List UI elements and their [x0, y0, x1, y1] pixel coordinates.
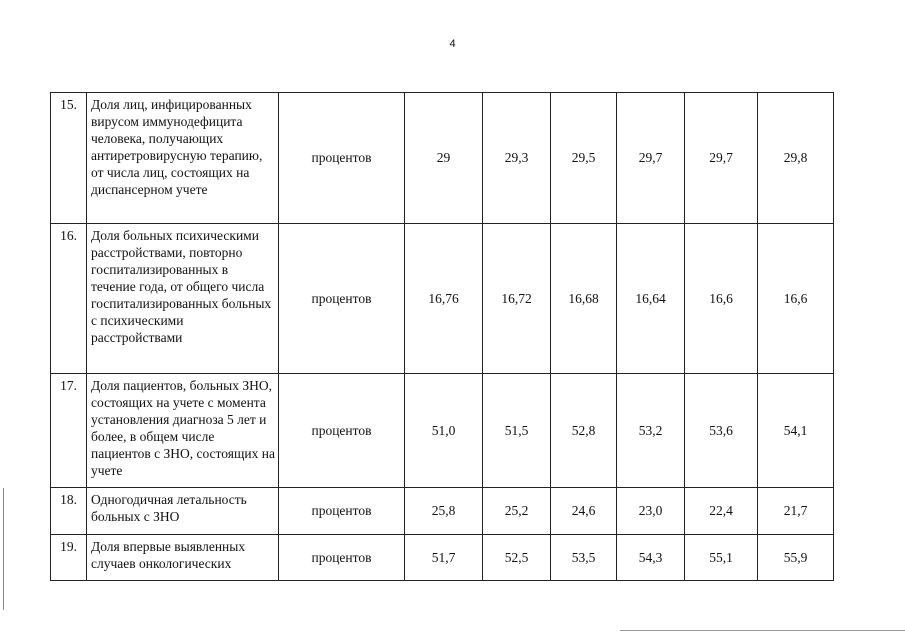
value-cell: 16,76: [405, 224, 483, 374]
value-cell: 54,3: [617, 535, 685, 581]
table-row: [51, 374, 834, 488]
indicator-name: Одногодичная летальность больных с ЗНО: [87, 488, 279, 535]
value-cell: 51,5: [483, 374, 551, 488]
unit-cell: процентов: [279, 374, 405, 488]
row-number: 17.: [51, 374, 87, 488]
table-row: [51, 535, 834, 581]
value-cell: 53,2: [617, 374, 685, 488]
table-row: [51, 93, 834, 224]
value-cell: 51,0: [405, 374, 483, 488]
value-cell: 25,8: [405, 488, 483, 535]
value-cell: 29,8: [758, 93, 834, 224]
value-cell: 52,8: [551, 374, 617, 488]
value-cell: 16,6: [758, 224, 834, 374]
value-cell: 29,7: [685, 93, 758, 224]
unit-cell: процентов: [279, 224, 405, 374]
value-cell: 21,7: [758, 488, 834, 535]
row-number: 19.: [51, 535, 87, 581]
indicator-name: Доля больных психическими расстройствами, повторно госпитализированных в течение года, от общего числа госпитализированных больных с психическими расстройствами: [87, 224, 279, 374]
value-cell: 55,9: [758, 535, 834, 581]
value-cell: 29: [405, 93, 483, 224]
scan-bottom-line: [620, 630, 905, 631]
value-cell: 16,6: [685, 224, 758, 374]
value-cell: 22,4: [685, 488, 758, 535]
indicators-table: [50, 92, 834, 581]
value-cell: 55,1: [685, 535, 758, 581]
value-cell: 29,7: [617, 93, 685, 224]
value-cell: 16,68: [551, 224, 617, 374]
value-cell: 23,0: [617, 488, 685, 535]
row-number: 18.: [51, 488, 87, 535]
indicator-name: Доля пациентов, больных ЗНО, состоящих на учете с момента установления диагноза 5 лет и более, в общем числе пациентов с ЗНО, состоящих на учете: [87, 374, 279, 488]
value-cell: 25,2: [483, 488, 551, 535]
page-number: 4: [449, 38, 456, 50]
table-row: [51, 488, 834, 535]
value-cell: 51,7: [405, 535, 483, 581]
unit-cell: процентов: [279, 93, 405, 224]
value-cell: 54,1: [758, 374, 834, 488]
row-number: 15.: [51, 93, 87, 224]
value-cell: 29,3: [483, 93, 551, 224]
row-number: 16.: [51, 224, 87, 374]
value-cell: 16,64: [617, 224, 685, 374]
value-cell: 52,5: [483, 535, 551, 581]
unit-cell: процентов: [279, 488, 405, 535]
value-cell: 24,6: [551, 488, 617, 535]
unit-cell: процентов: [279, 535, 405, 581]
value-cell: 53,5: [551, 535, 617, 581]
scan-edge-mark: [3, 488, 4, 610]
table-row: [51, 224, 834, 374]
value-cell: 53,6: [685, 374, 758, 488]
indicator-name: Доля лиц, инфицированных вирусом иммунодефицита человека, получающих антиретровирусную терапию, от числа лиц, состоящих на диспансерном учете: [87, 93, 279, 224]
value-cell: 16,72: [483, 224, 551, 374]
value-cell: 29,5: [551, 93, 617, 224]
indicator-name: Доля впервые выявленных случаев онкологических: [87, 535, 279, 581]
